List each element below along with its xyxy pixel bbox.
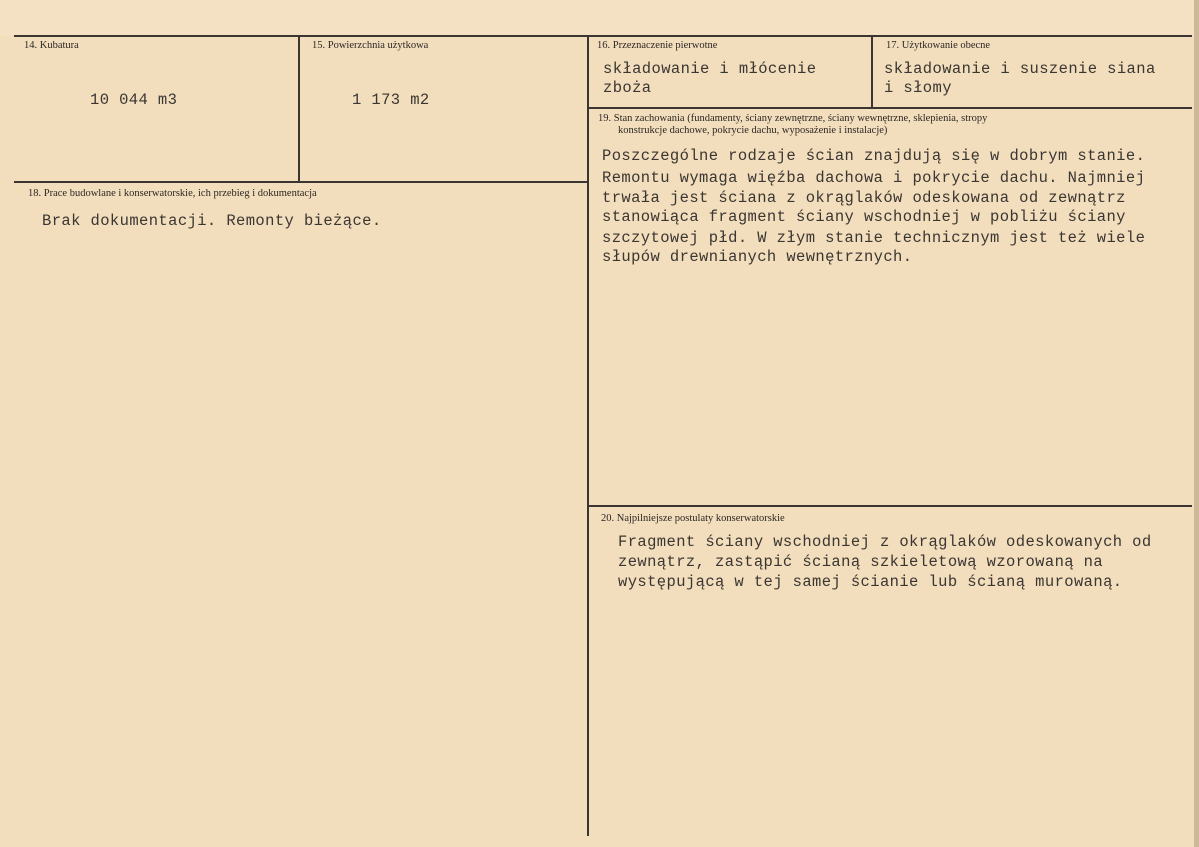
left-column-divider xyxy=(298,36,300,181)
top-border xyxy=(14,35,1192,37)
field-value-line: składowanie i młócenie xyxy=(603,60,817,78)
field-label: 20. Najpilniejsze postulaty konserwatorskie xyxy=(601,513,785,524)
field-value-line: Fragment ściany wschodniej z okrąglaków odeskowanych od xyxy=(618,533,1152,551)
field-value-line: trwała jest ściana z okrąglaków odeskowana od zewnątrz xyxy=(602,189,1126,207)
card-right-edge xyxy=(1194,0,1199,847)
row-divider-16-19 xyxy=(588,107,1192,109)
field-value-line: stanowiąca fragment ściany wschodniej w pobliżu ściany xyxy=(602,208,1126,226)
middle-divider xyxy=(587,36,589,836)
field-value-line: i słomy xyxy=(884,79,952,97)
field-label: 17. Użytkowanie obecne xyxy=(886,40,991,51)
card-top-strip xyxy=(0,0,1199,36)
field-label-line: konstrukcje dachowe, pokrycie dachu, wyposażenie i instalacje) xyxy=(618,125,888,136)
field-label: 16. Przeznaczenie pierwotne xyxy=(597,40,718,51)
field-value-line: występującą w tej samej ścianie lub ścianą murowaną. xyxy=(618,573,1123,591)
field-label: 14. Kubatura xyxy=(24,40,79,51)
field-label: 15. Powierzchnia użytkowa xyxy=(312,40,429,51)
field-value-line: składowanie i suszenie siana xyxy=(884,60,1156,78)
field-label: 18. Prace budowlane i konserwatorskie, ich przebieg i dokumentacja xyxy=(28,188,317,199)
field-value-line: szczytowej płd. W złym stanie technicznym jest też wiele xyxy=(602,229,1146,247)
field-value-line: Poszczególne rodzaje ścian znajdują się w dobrym stanie. xyxy=(602,147,1146,165)
row-divider-19-20 xyxy=(588,505,1192,507)
field-value: Brak dokumentacji. Remonty bieżące. xyxy=(42,212,382,230)
right-column-divider xyxy=(871,36,873,108)
field-value-line: zewnątrz, zastąpić ścianą szkieletową wzorowaną na xyxy=(618,553,1104,571)
field-value-line: zboża xyxy=(603,79,652,97)
field-value-line: słupów drewnianych wewnętrznych. xyxy=(602,248,913,266)
field-value: 10 044 m3 xyxy=(90,91,178,109)
field-label-line: 19. Stan zachowania (fundamenty, ściany zewnętrzne, ściany wewnętrzne, sklepienia, stropy xyxy=(598,113,988,124)
row-divider-14-18 xyxy=(14,181,588,183)
field-value: 1 173 m2 xyxy=(352,91,430,109)
field-value-line: Remontu wymaga więźba dachowa i pokrycie dachu. Najmniej xyxy=(602,169,1146,187)
